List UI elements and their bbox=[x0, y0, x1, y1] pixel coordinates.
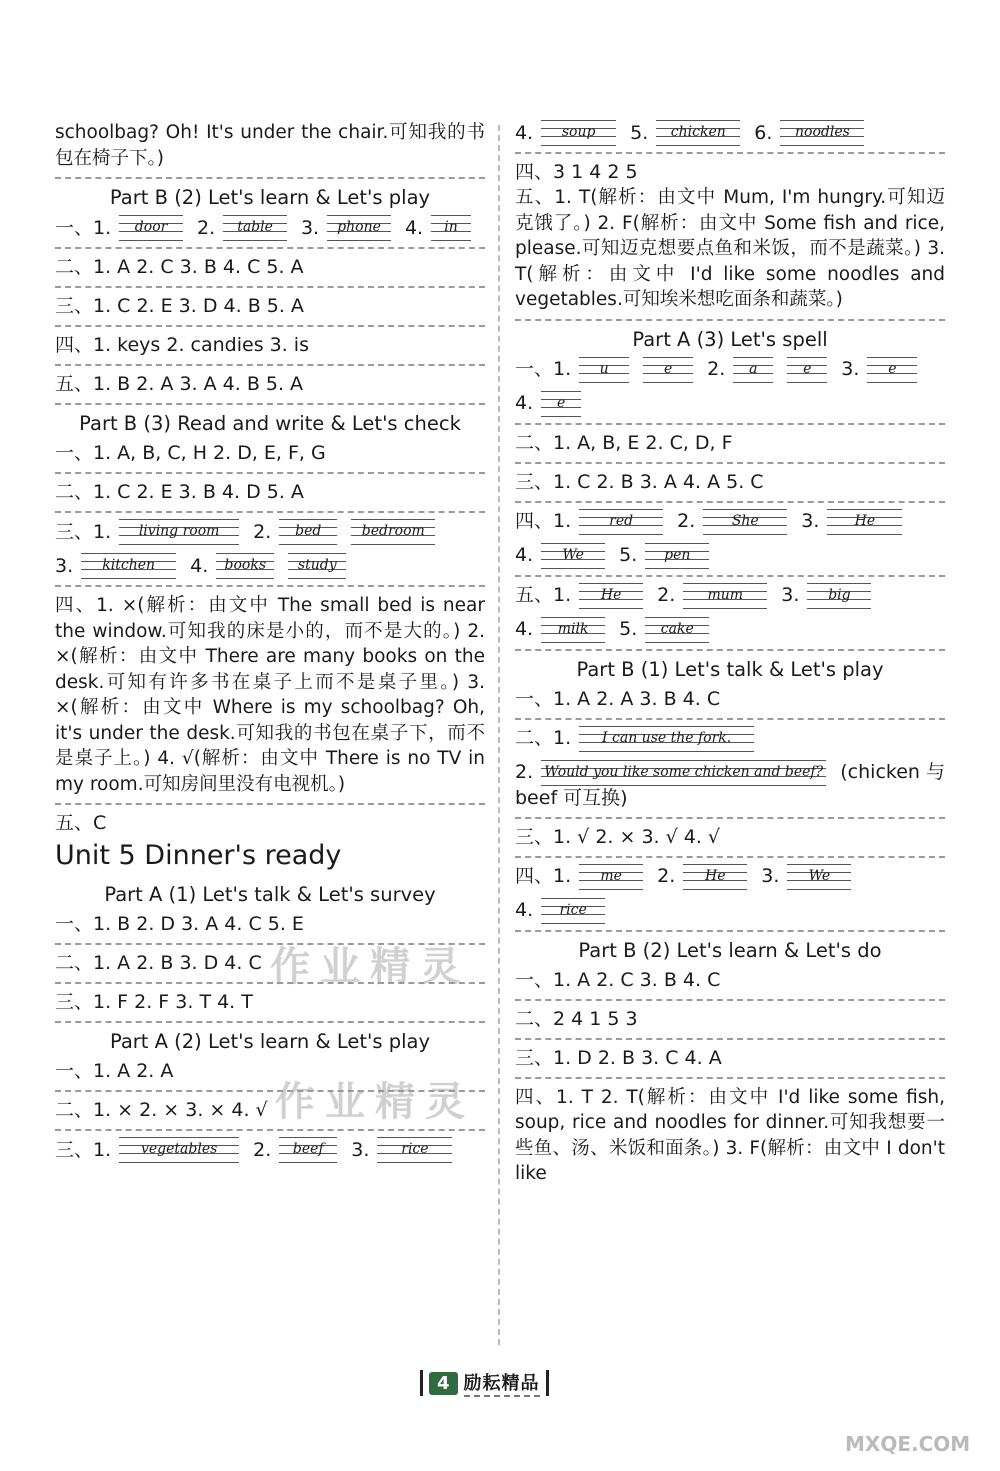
footer-bar bbox=[420, 1370, 423, 1396]
divider bbox=[515, 999, 945, 1001]
section-title: Part B (1) Let's talk & Let's play bbox=[576, 657, 884, 681]
handwritten-answer: rice bbox=[377, 1137, 452, 1163]
divider bbox=[515, 575, 945, 577]
handwritten-answer: I can use the fork. bbox=[579, 726, 754, 752]
handwritten-answer: kitchen bbox=[81, 553, 176, 579]
handwritten-answer: living room bbox=[119, 519, 239, 545]
divider bbox=[55, 585, 485, 587]
answer-row: 二、1. × 2. × 3. × 4. √ bbox=[55, 1099, 268, 1121]
divider bbox=[55, 403, 485, 405]
handwritten-answer: milk bbox=[541, 617, 605, 643]
handwritten-answer: mum bbox=[683, 583, 767, 609]
divider bbox=[55, 364, 485, 366]
divider bbox=[515, 1077, 945, 1079]
answer-explanation: 五、1. T(解析：由文中 Mum, I'm hungry.可知迈克饿了。) 2. F(解析：由文中 Some fish and rice, please.可知迈克想要点鱼和米饭，而不是蔬菜。) 3. T(解析：由文中 I'd like some noodles and vegetables.可知埃米想吃面条和蔬菜。) bbox=[515, 187, 945, 310]
answer-row: 3. kitchen 4. books study bbox=[55, 553, 485, 579]
divider bbox=[515, 856, 945, 858]
divider bbox=[515, 319, 945, 321]
divider bbox=[55, 511, 485, 513]
divider bbox=[55, 177, 485, 179]
handwritten-answer: bedroom bbox=[351, 519, 435, 545]
answer-row: 一、1. B 2. D 3. A 4. C 5. E bbox=[55, 913, 304, 935]
handwritten-answer: cake bbox=[645, 617, 709, 643]
divider bbox=[515, 930, 945, 932]
handwritten-answer: u bbox=[579, 357, 629, 383]
answer-row: 四、1. red 2. She 3. He bbox=[515, 509, 945, 535]
watermark: MXQE.COM bbox=[845, 1432, 971, 1456]
handwritten-answer: a bbox=[733, 357, 773, 383]
handwritten-answer: pen bbox=[645, 543, 709, 569]
answer-row: beef 可互换) bbox=[515, 786, 628, 809]
divider bbox=[55, 1129, 485, 1131]
answer-row: 三、1. C 2. E 3. D 4. B 5. A bbox=[55, 295, 304, 317]
answer-row: 三、1. √ 2. × 3. √ 4. √ bbox=[515, 825, 721, 848]
divider bbox=[515, 423, 945, 425]
handwritten-answer: noodles bbox=[780, 120, 864, 146]
handwritten-answer: vegetables bbox=[119, 1137, 239, 1163]
handwritten-answer: She bbox=[703, 509, 787, 535]
handwritten-answer: beef bbox=[279, 1137, 337, 1163]
column-divider bbox=[498, 125, 500, 1345]
divider bbox=[515, 501, 945, 503]
answer-explanation: 四、1. T 2. T(解析：由文中 I'd like some fish, soup, rice and noodles for dinner.可知我想要一些鱼、汤、米饭和面条。) 3. F(解析：由文中 I don't like bbox=[515, 1086, 945, 1184]
handwritten-answer: We bbox=[541, 543, 605, 569]
answer-row: 一、1. A, B, C, H 2. D, E, F, G bbox=[55, 442, 326, 464]
handwritten-answer: me bbox=[579, 864, 643, 890]
answer-explanation: 四、1. ×(解析：由文中 The small bed is near the window.可知我的床是小的，而不是大的。) 2. ×(解析：由文中 There are many books on the desk.可知有许多书在桌子上而不是桌子里。) 3. ×(解析：由文中 Where is my schoolbag? Oh, it's under the desk.可知我的书包在桌子下，而不是桌子上。) 4. √(解析：由文中 There is no TV in my room.可知房间里没有电视机。) bbox=[55, 595, 485, 795]
handwritten-answer: soup bbox=[541, 120, 616, 146]
section-title: Part B (3) Read and write & Let's check bbox=[79, 412, 461, 435]
handwritten-answer: bed bbox=[279, 519, 337, 545]
left-column bbox=[55, 120, 485, 1163]
right-column bbox=[515, 120, 945, 1187]
answer-row: 一、1. A 2. A 3. B 4. C bbox=[515, 687, 721, 710]
answer-row: 三、1. C 2. B 3. A 4. A 5. C bbox=[515, 470, 764, 493]
unit-title: Unit 5 Dinner's ready bbox=[55, 840, 342, 871]
answer-row: 2. Would you like some chicken and beef? (chicken 与 bbox=[515, 760, 945, 786]
divider bbox=[515, 817, 945, 819]
handwritten-answer: books bbox=[216, 553, 274, 579]
section-title: Part B (2) Let's learn & Let's do bbox=[578, 938, 882, 962]
handwritten-answer: He bbox=[683, 864, 747, 890]
answer-row: 4. We 5. pen bbox=[515, 543, 945, 569]
handwritten-answer: in bbox=[431, 215, 471, 241]
divider bbox=[515, 462, 945, 464]
answer-row: 四、3 1 4 2 5 bbox=[515, 161, 638, 183]
handwritten-answer: e bbox=[643, 357, 693, 383]
answer-row: 二、1. A 2. C 3. B 4. C 5. A bbox=[55, 256, 304, 278]
handwritten-answer: e bbox=[787, 357, 827, 383]
answer-row: 4. e bbox=[515, 391, 945, 417]
watermark: 作业精灵 bbox=[275, 1079, 475, 1125]
answer-row: 4. rice bbox=[515, 898, 945, 924]
intro-text: schoolbag? Oh! It's under the chair.可知我的书包在椅子下。) bbox=[55, 122, 485, 169]
footer-bar bbox=[546, 1370, 549, 1396]
handwritten-answer: He bbox=[827, 509, 902, 535]
divider bbox=[55, 325, 485, 327]
answer-row: 四、1. keys 2. candies 3. is bbox=[55, 334, 309, 356]
handwritten-answer: e bbox=[541, 391, 581, 417]
divider bbox=[55, 286, 485, 288]
divider bbox=[515, 649, 945, 651]
handwritten-answer: door bbox=[119, 215, 183, 241]
answer-row: 二、1. A, B, E 2. C, D, F bbox=[515, 431, 733, 454]
handwritten-answer: Would you like some chicken and beef? bbox=[541, 760, 826, 786]
handwritten-answer: e bbox=[867, 357, 917, 383]
divider bbox=[55, 247, 485, 249]
page-number: 4 bbox=[429, 1372, 458, 1395]
handwritten-answer: phone bbox=[327, 215, 391, 241]
page-footer bbox=[420, 1369, 549, 1397]
answer-row: 三、1. F 2. F 3. T 4. T bbox=[55, 991, 253, 1013]
answer-row: 三、1. vegetables 2. beef 3. rice bbox=[55, 1137, 485, 1163]
handwritten-answer: He bbox=[579, 583, 643, 609]
section-title: Part A (2) Let's learn & Let's play bbox=[109, 1030, 431, 1053]
answer-row: 二、1. I can use the fork. bbox=[515, 726, 945, 752]
answer-row: 四、1. me 2. He 3. We bbox=[515, 864, 945, 890]
answer-row: 一、1. A 2. C 3. B 4. C bbox=[515, 968, 721, 991]
answer-row: 二、2 4 1 5 3 bbox=[515, 1007, 638, 1030]
handwritten-answer: chicken bbox=[656, 120, 740, 146]
section-title: Part B (2) Let's learn & Let's play bbox=[109, 186, 431, 209]
answer-row: 五、1. He 2. mum 3. big bbox=[515, 583, 945, 609]
brand-label: 励耘精品 bbox=[464, 1369, 540, 1397]
divider bbox=[55, 1021, 485, 1023]
answer-row: 三、1. living room 2. bed bedroom bbox=[55, 519, 485, 545]
handwritten-answer: red bbox=[579, 509, 663, 535]
divider bbox=[55, 803, 485, 805]
answer-note: (chicken 与 bbox=[840, 761, 945, 783]
answer-row: 三、1. D 2. B 3. C 4. A bbox=[515, 1046, 722, 1069]
handwritten-answer: We bbox=[787, 864, 851, 890]
answer-row: 二、1. A 2. B 3. D 4. C bbox=[55, 952, 262, 974]
answer-row: 一、1. A 2. A bbox=[55, 1060, 174, 1082]
divider bbox=[515, 152, 945, 154]
divider bbox=[515, 718, 945, 720]
answer-row: 一、1. u e 2. a e 3. e bbox=[515, 357, 945, 383]
watermark: 作业精灵 bbox=[270, 944, 470, 990]
divider bbox=[515, 1038, 945, 1040]
answer-row: 五、1. B 2. A 3. A 4. B 5. A bbox=[55, 373, 304, 395]
handwritten-answer: study bbox=[288, 553, 346, 579]
answer-row: 五、C bbox=[55, 812, 107, 834]
section-title: Part A (1) Let's talk & Let's survey bbox=[104, 883, 436, 906]
section-title: Part A (3) Let's spell bbox=[632, 327, 828, 351]
answer-row: 一、1. door 2. table 3. phone 4. in bbox=[55, 215, 485, 241]
handwritten-answer: big bbox=[807, 583, 871, 609]
divider bbox=[55, 472, 485, 474]
handwritten-answer: rice bbox=[541, 898, 605, 924]
answer-row: 4. soup 5. chicken 6. noodles bbox=[515, 120, 945, 146]
answer-row: 4. milk 5. cake bbox=[515, 617, 945, 643]
answer-row: 二、1. C 2. E 3. B 4. D 5. A bbox=[55, 481, 304, 503]
handwritten-answer: table bbox=[223, 215, 287, 241]
